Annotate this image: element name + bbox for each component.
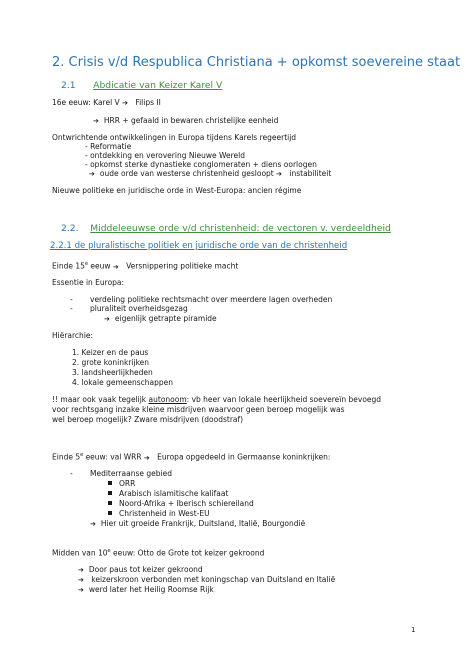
section-heading-2-1: 2.1 Abdicatie van Keizer Karel V bbox=[61, 80, 223, 91]
arrow-right-icon: ➔ bbox=[143, 453, 150, 462]
paragraph: Hiërarchie: bbox=[52, 331, 94, 340]
list-item: ➔ Door paus tot keizer gekroond bbox=[78, 565, 203, 574]
paragraph: Einde 15e eeuw ➔ Versnippering politieke macht bbox=[52, 261, 239, 271]
arrow-right-icon: ➔ bbox=[104, 315, 110, 323]
arrow-right-icon: ➔ bbox=[122, 99, 128, 107]
arrow-right-icon: ➔ bbox=[78, 566, 84, 574]
list-item: ➔ eigenlijk getrapte piramide bbox=[104, 314, 217, 323]
list-item: verdeling politieke rechtsmacht over meerdere lagen overheden bbox=[90, 295, 333, 304]
square-bullet-icon bbox=[108, 501, 112, 505]
list-item: 3. landsheerlijkheden bbox=[72, 368, 153, 377]
arrow-right-icon: ➔ bbox=[89, 170, 95, 178]
square-bullet-icon bbox=[108, 491, 112, 495]
page-number: 1 bbox=[411, 626, 416, 634]
list-item: Mediterraanse gebied bbox=[90, 469, 172, 478]
arrow-right-icon: ➔ bbox=[276, 170, 283, 178]
paragraph-arrow: ➔ HRR + gefaald in bewaren christelijke eenheid bbox=[93, 116, 279, 125]
arrow-right-icon: ➔ bbox=[78, 586, 84, 594]
list-item: 1. Keizer en de paus bbox=[72, 348, 149, 357]
arrow-right-icon: ➔ bbox=[112, 262, 119, 271]
list-item: Noord-Afrika + Iberisch schiereiland bbox=[108, 499, 254, 508]
list-item: - ontdekking en verovering Nieuwe Wereld bbox=[85, 151, 246, 160]
list-item: 2. grote koninkrijken bbox=[72, 358, 150, 367]
dash-bullet: - bbox=[70, 295, 73, 304]
list-item: pluraliteit overheidsgezag bbox=[90, 304, 188, 313]
list-item: - Reformatie bbox=[85, 142, 132, 151]
list-item: ➔ werd later het Heilig Roomse Rijk bbox=[78, 585, 214, 594]
dash-bullet: - bbox=[70, 304, 73, 313]
arrow-right-icon: ➔ bbox=[93, 117, 99, 125]
square-bullet-icon bbox=[108, 511, 112, 515]
list-item: ➔ keizerskroon verbonden met koningschap van Duitsland en Italië bbox=[78, 575, 336, 584]
paragraph: !! maar ook vaak tegelijk autonoom: vb heer van lokale heerlijkheid soevereïn bevoegd bbox=[52, 395, 382, 404]
section-heading-2-2: 2.2. Middeleeuwse orde v/d christenheid: de vectoren v. verdeeldheid bbox=[61, 223, 391, 234]
paragraph: Essentie in Europa: bbox=[52, 278, 125, 287]
square-bullet-icon bbox=[108, 481, 112, 485]
page-title: 2. Crisis v/d Respublica Christiana + opkomst soevereine staat bbox=[52, 55, 461, 70]
list-item: Christenheid in West-EU bbox=[108, 509, 210, 518]
list-item: Arabisch islamitische kalifaat bbox=[108, 489, 228, 498]
arrow-right-icon: ➔ bbox=[90, 520, 96, 528]
paragraph: voor rechtsgang inzake kleine misdrijven waarvoor geen beroep mogelijk was bbox=[52, 405, 345, 414]
dash-bullet: - bbox=[70, 469, 73, 478]
list-item: - opkomst sterke dynastieke conglomeraten + diens oorlogen bbox=[85, 160, 317, 169]
arrow-right-icon: ➔ bbox=[78, 576, 84, 584]
list-item: ➔ Hier uit groeide Frankrijk, Duitsland, Italië, Bourgondië bbox=[90, 519, 306, 528]
paragraph: Einde 5e eeuw: val WRR ➔ Europa opgedeeld in Germaanse koninkrijken: bbox=[52, 452, 331, 462]
subsection-heading-2-2-1: 2.2.1 de pluralistische politiek en juridische orde van de christenheid bbox=[50, 241, 348, 251]
list-item: 4. lokale gemeenschappen bbox=[72, 378, 174, 387]
paragraph: Midden van 10e eeuw: Otto de Grote tot keizer gekroond bbox=[52, 548, 265, 558]
paragraph: 16e eeuw: Karel V ➔ Filips II bbox=[52, 98, 161, 107]
paragraph: Ontwrichtende ontwikkelingen in Europa tijdens Karels regeertijd bbox=[52, 133, 297, 142]
list-item: ➔ oude orde van westerse christenheid gesloopt ➔ instabiliteit bbox=[89, 169, 332, 178]
paragraph: wel beroep mogelijk? Zware misdrijven (doodstraf) bbox=[52, 415, 244, 424]
paragraph: Nieuwe politieke en juridische orde in West-Europa: ancien régime bbox=[52, 186, 302, 195]
list-item: ORR bbox=[108, 479, 135, 488]
